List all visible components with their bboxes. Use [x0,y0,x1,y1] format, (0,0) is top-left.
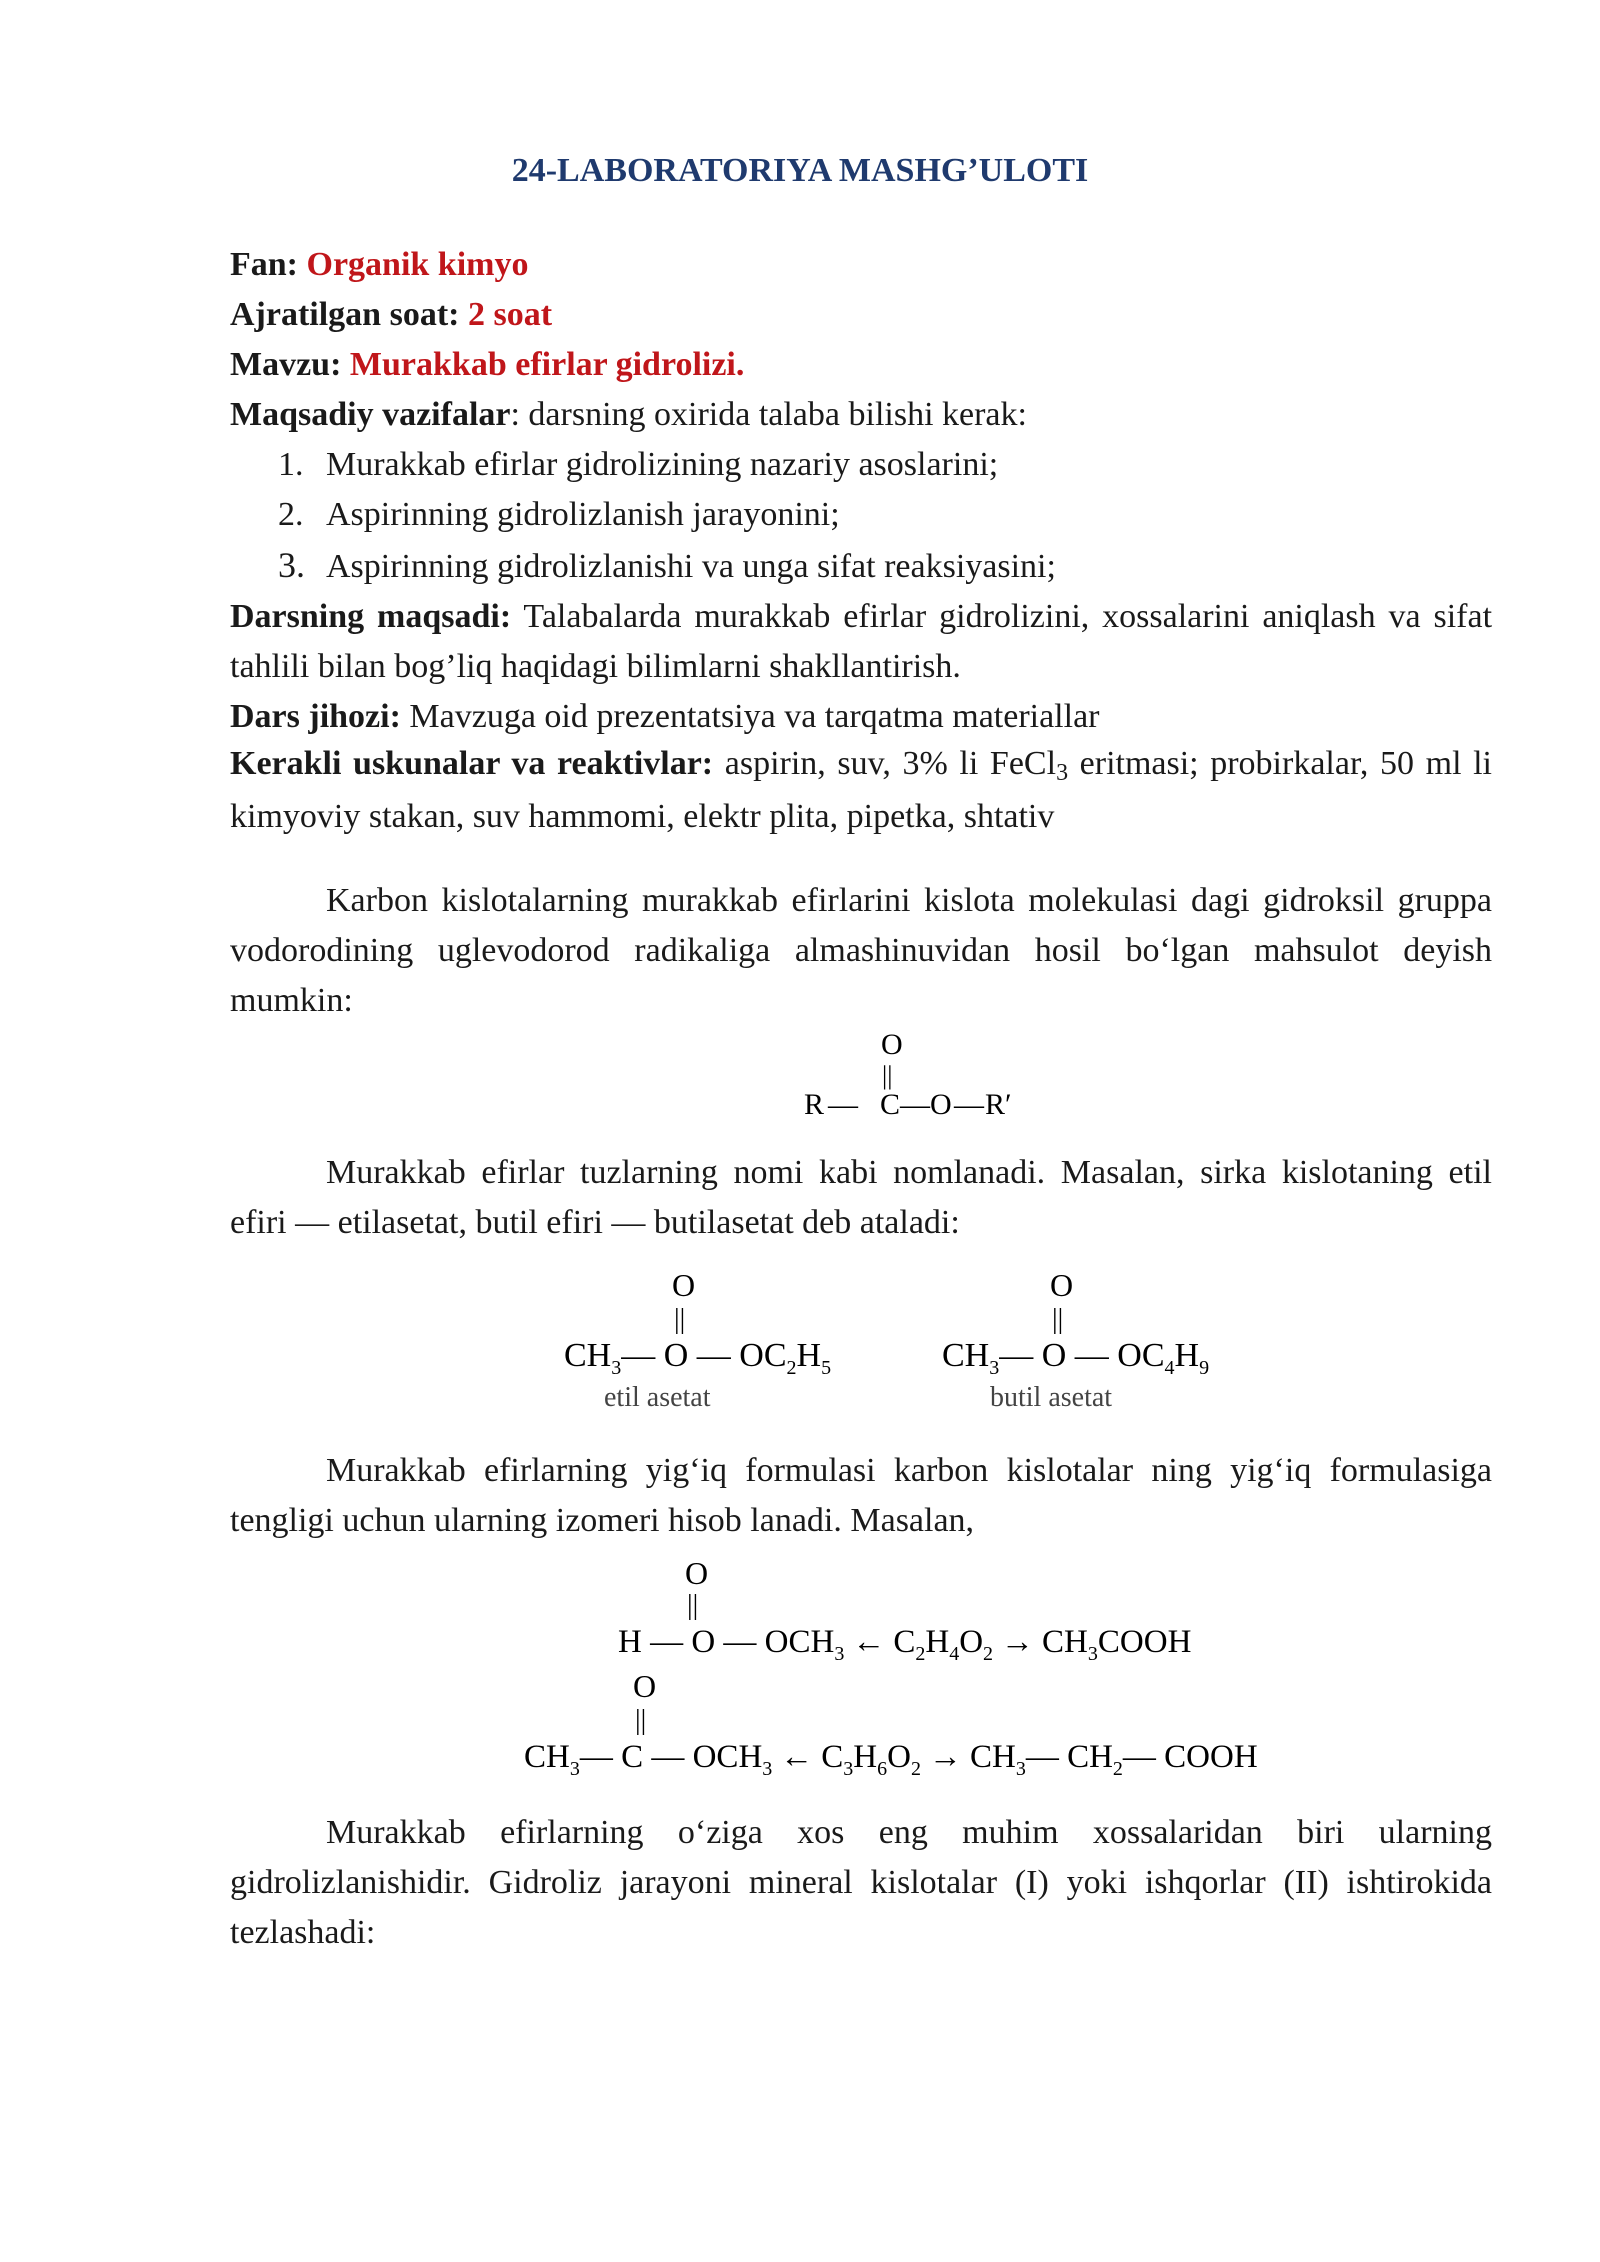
list-item-text: Aspirinning gidrolizlanishi va unga sifat reaksiyasini; [326,548,1056,585]
formula-dash: — [828,1088,858,1121]
formula-ch: $CH_3—$ O — $OC_2H_5$ [564,1337,832,1379]
reagents-text-a: aspirin, suv, 3% li FeCl [713,745,1057,782]
formula-oxygen: O [672,1267,696,1303]
formula-oxygen: O [633,1668,657,1704]
formula-dash: — [900,1088,930,1121]
formula-carbon: C [880,1088,901,1121]
formula-r: R [804,1088,825,1121]
formula-oxygen: O [881,1028,903,1061]
formula-oxygen: O [685,1555,709,1591]
formula-ether-oxygen: O [930,1088,952,1121]
objectives-line [230,390,1492,440]
formula-double-bond: || [635,1705,647,1736]
list-item [230,490,1492,540]
equipment-label: Dars jihozi: [230,698,401,735]
isomer-equation-2 [520,1665,1340,1785]
topic-line [230,340,1492,390]
list-item [230,440,1492,490]
reagents-label: Kerakli uskunalar va reaktivlar: [230,745,714,782]
ethyl-acetate-formula [560,1262,880,1422]
task-list [230,440,1492,592]
formula-ch: $CH_3—$ O — $OC_4H_9$ [942,1337,1210,1379]
equipment-line [230,692,1492,742]
reagents-paragraph [230,742,1492,839]
ethyl-acetate-caption: etil asetat [604,1382,711,1413]
lesson-header [230,240,1492,839]
paragraph-isomers: Murakkab efirlarning yig‘iq formulasi karbon kislotalar ning yig‘iq formulasiga tengligi uchun ularning izomeri hisob lanadi. Masalan, [230,1452,1492,1539]
general-ester-formula [780,1022,1040,1132]
isomer-equation-1 [610,1552,1250,1662]
formula-methyl-formate-line: H — O — $OCH_3$ ← $C_2H_4O_2$ → $CH_3COOH$ [618,1624,1192,1662]
objectives-label: Maqsadiy vazifalar [230,396,511,433]
formula-dash: — [954,1088,984,1121]
hours-value: 2 soat [467,296,553,333]
topic-label: Mavzu: [230,346,342,383]
list-item-number: 3. [278,545,305,585]
paragraph-hydrolysis: Murakkab efirlarning o‘ziga xos eng muhim xossalaridan biri ularning gidrolizlanishidir. Gidroliz jarayoni mineral kislotalar (I) yoki ishqorlar (II) ishtirokida tezlashadi: [230,1814,1492,1951]
reagents-subscript: 3 [1056,760,1069,786]
lesson-goal-paragraph [230,592,1492,692]
formula-methyl-acetate-line: $CH_3—$ C — $OCH_3$ ← $C_3H_6O_2$ → $CH_3—$ $CH_2—$ COOH [524,1739,1258,1780]
lesson-goal-label: Darsning maqsadi: [230,598,512,635]
butyl-acetate-formula [938,1262,1258,1422]
list-item-number: 2. [278,496,304,533]
page-title: 24-LABORATORIYA MASHG’ULOTI [511,152,1089,189]
paragraph-ester-definition: Karbon kislotalarning murakkab efirlarini kislota molekulasi dagi gidroksil gruppa vodorodining uglevodorod radikaliga almashinuvidan hosil bo‘lgan mahsulot deyish mumkin: [230,882,1492,1019]
list-item-number: 1. [278,446,304,483]
topic-value: Murakkab efirlar gidrolizi. [349,346,745,383]
formula-double-bond: || [882,1061,893,1090]
list-item-text: Aspirinning gidrolizlanish jarayonini; [326,496,840,533]
formula-double-bond: || [674,1304,686,1335]
subject-line [230,240,1492,290]
hours-line [230,290,1492,340]
formula-oxygen: O [1050,1267,1074,1303]
formula-double-bond: || [1052,1304,1064,1335]
list-item [230,540,1492,592]
butyl-acetate-caption: butil asetat [990,1382,1113,1413]
paragraph-naming: Murakkab efirlar tuzlarning nomi kabi nomlanadi. Masalan, sirka kislotaning etil efiri — etilasetat, butil efiri — butilasetat deb ataladi: [230,1154,1492,1241]
subject-label: Fan: [230,246,298,283]
formula-r-prime: R′ [985,1088,1012,1121]
lesson-goal-text: Talabalarda murakkab efirlar gidrolizini, xossalarini aniqlash va sifat tahlili bilan bog’liq haqidagi bilimlarni shakllantirish. [230,598,1493,685]
objectives-text: : darsning oxirida talaba bilishi kerak: [510,396,1027,433]
subject-value: Organik kimyo [306,246,529,283]
equipment-text: Mavzuga oid prezentatsiya va tarqatma materiallar [400,698,1100,735]
formula-double-bond: || [687,1590,699,1621]
list-item-text: Murakkab efirlar gidrolizining nazariy asoslarini; [326,446,999,483]
hours-label: Ajratilgan soat: [230,296,460,333]
reagents-text-b: eritmasi; probirkalar, 50 ml li kimyoviy stakan, suv hammomi, elektr plita, pipetka, shtativ [230,745,1493,835]
